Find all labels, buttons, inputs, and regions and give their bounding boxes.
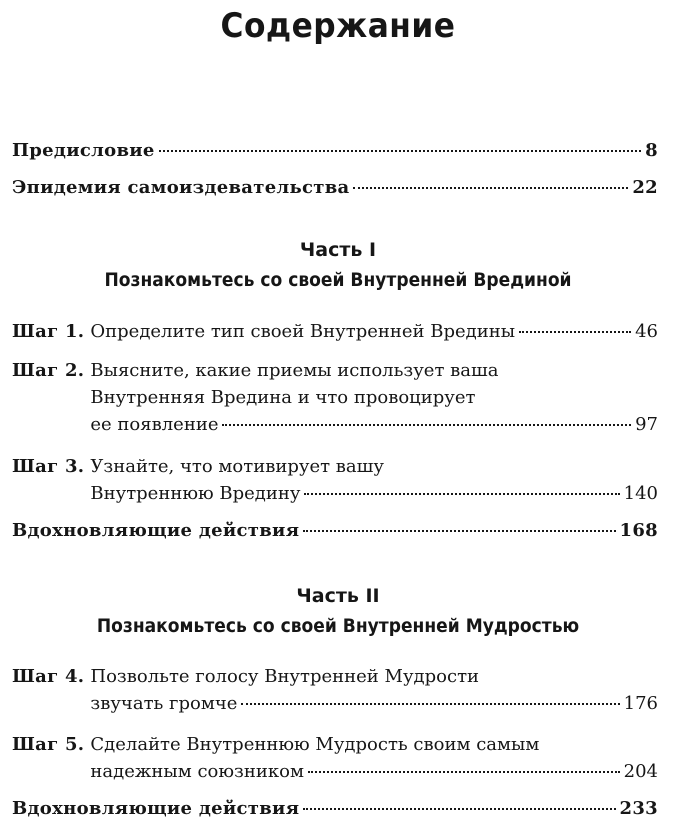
toc-entry-step-2[interactable]: [12, 357, 658, 438]
step-label: Шаг 3.: [12, 456, 85, 477]
dot-leader: [222, 424, 631, 426]
toc-entry-actions-2[interactable]: [12, 795, 658, 822]
entry-text: Внутреннюю Вредину: [90, 483, 301, 504]
part-number: Часть II: [296, 585, 380, 607]
part-title: Познакомьтесь со своей Внутренней Мудростью: [96, 615, 580, 637]
part-heading-1: [0, 235, 676, 295]
entry-text: Позвольте голосу Внутренней Мудрости: [90, 666, 480, 687]
page-number: 233: [619, 798, 658, 819]
toc-entry-epidemic[interactable]: [12, 174, 658, 201]
dot-leader: [303, 530, 615, 532]
dot-leader: [353, 187, 628, 189]
entry-text: Определите тип своей Внутренней Вредины: [90, 321, 516, 342]
entry-text: Сделайте Внутреннюю Мудрость своим самым: [90, 734, 540, 755]
step-label: Шаг 4.: [12, 666, 85, 687]
dot-leader: [519, 331, 631, 333]
entry-text: Выясните, какие приемы использует ваша: [90, 360, 499, 381]
entry-text: Предисловие: [12, 140, 155, 161]
entry-text: Вдохновляющие действия: [12, 798, 300, 819]
entry-text: Вдохновляющие действия: [12, 520, 300, 541]
page-number: 140: [623, 483, 658, 504]
page-number: 97: [635, 414, 658, 435]
part-heading-2: [0, 581, 676, 641]
entry-text: Узнайте, что мотивирует вашу: [90, 456, 384, 477]
page-number: 204: [623, 761, 658, 782]
step-label: Шаг 1.: [12, 321, 85, 342]
dot-leader: [241, 703, 619, 705]
step-label: Шаг 5.: [12, 734, 85, 755]
toc-entry-actions-1[interactable]: [12, 517, 658, 544]
page-number: 46: [635, 321, 658, 342]
page-number: 8: [645, 140, 658, 161]
toc-entry-step-4[interactable]: [12, 663, 658, 717]
part-number: Часть I: [299, 239, 377, 261]
page-title: Содержание: [220, 6, 456, 46]
entry-text: ее появление: [90, 414, 219, 435]
dot-leader: [308, 771, 620, 773]
entry-text: надежным союзником: [90, 761, 304, 782]
page-number: 176: [623, 693, 658, 714]
step-label: Шаг 2.: [12, 360, 85, 381]
page-number: 168: [619, 520, 658, 541]
dot-leader: [303, 808, 615, 810]
entry-text: звучать громче: [90, 693, 238, 714]
toc-entry-preface[interactable]: [12, 137, 658, 164]
page-number: 22: [632, 177, 658, 198]
dot-leader: [304, 493, 619, 495]
toc-entry-step-1[interactable]: [12, 318, 658, 345]
entry-text: Внутренняя Вредина и что провоцирует: [90, 387, 476, 408]
dot-leader: [159, 150, 642, 152]
toc-entry-step-5[interactable]: [12, 731, 658, 785]
entry-text: Эпидемия самоиздевательства: [12, 177, 350, 198]
part-title: Познакомьтесь со своей Внутренней Врединой: [104, 269, 572, 291]
toc-entry-step-3[interactable]: [12, 453, 658, 507]
